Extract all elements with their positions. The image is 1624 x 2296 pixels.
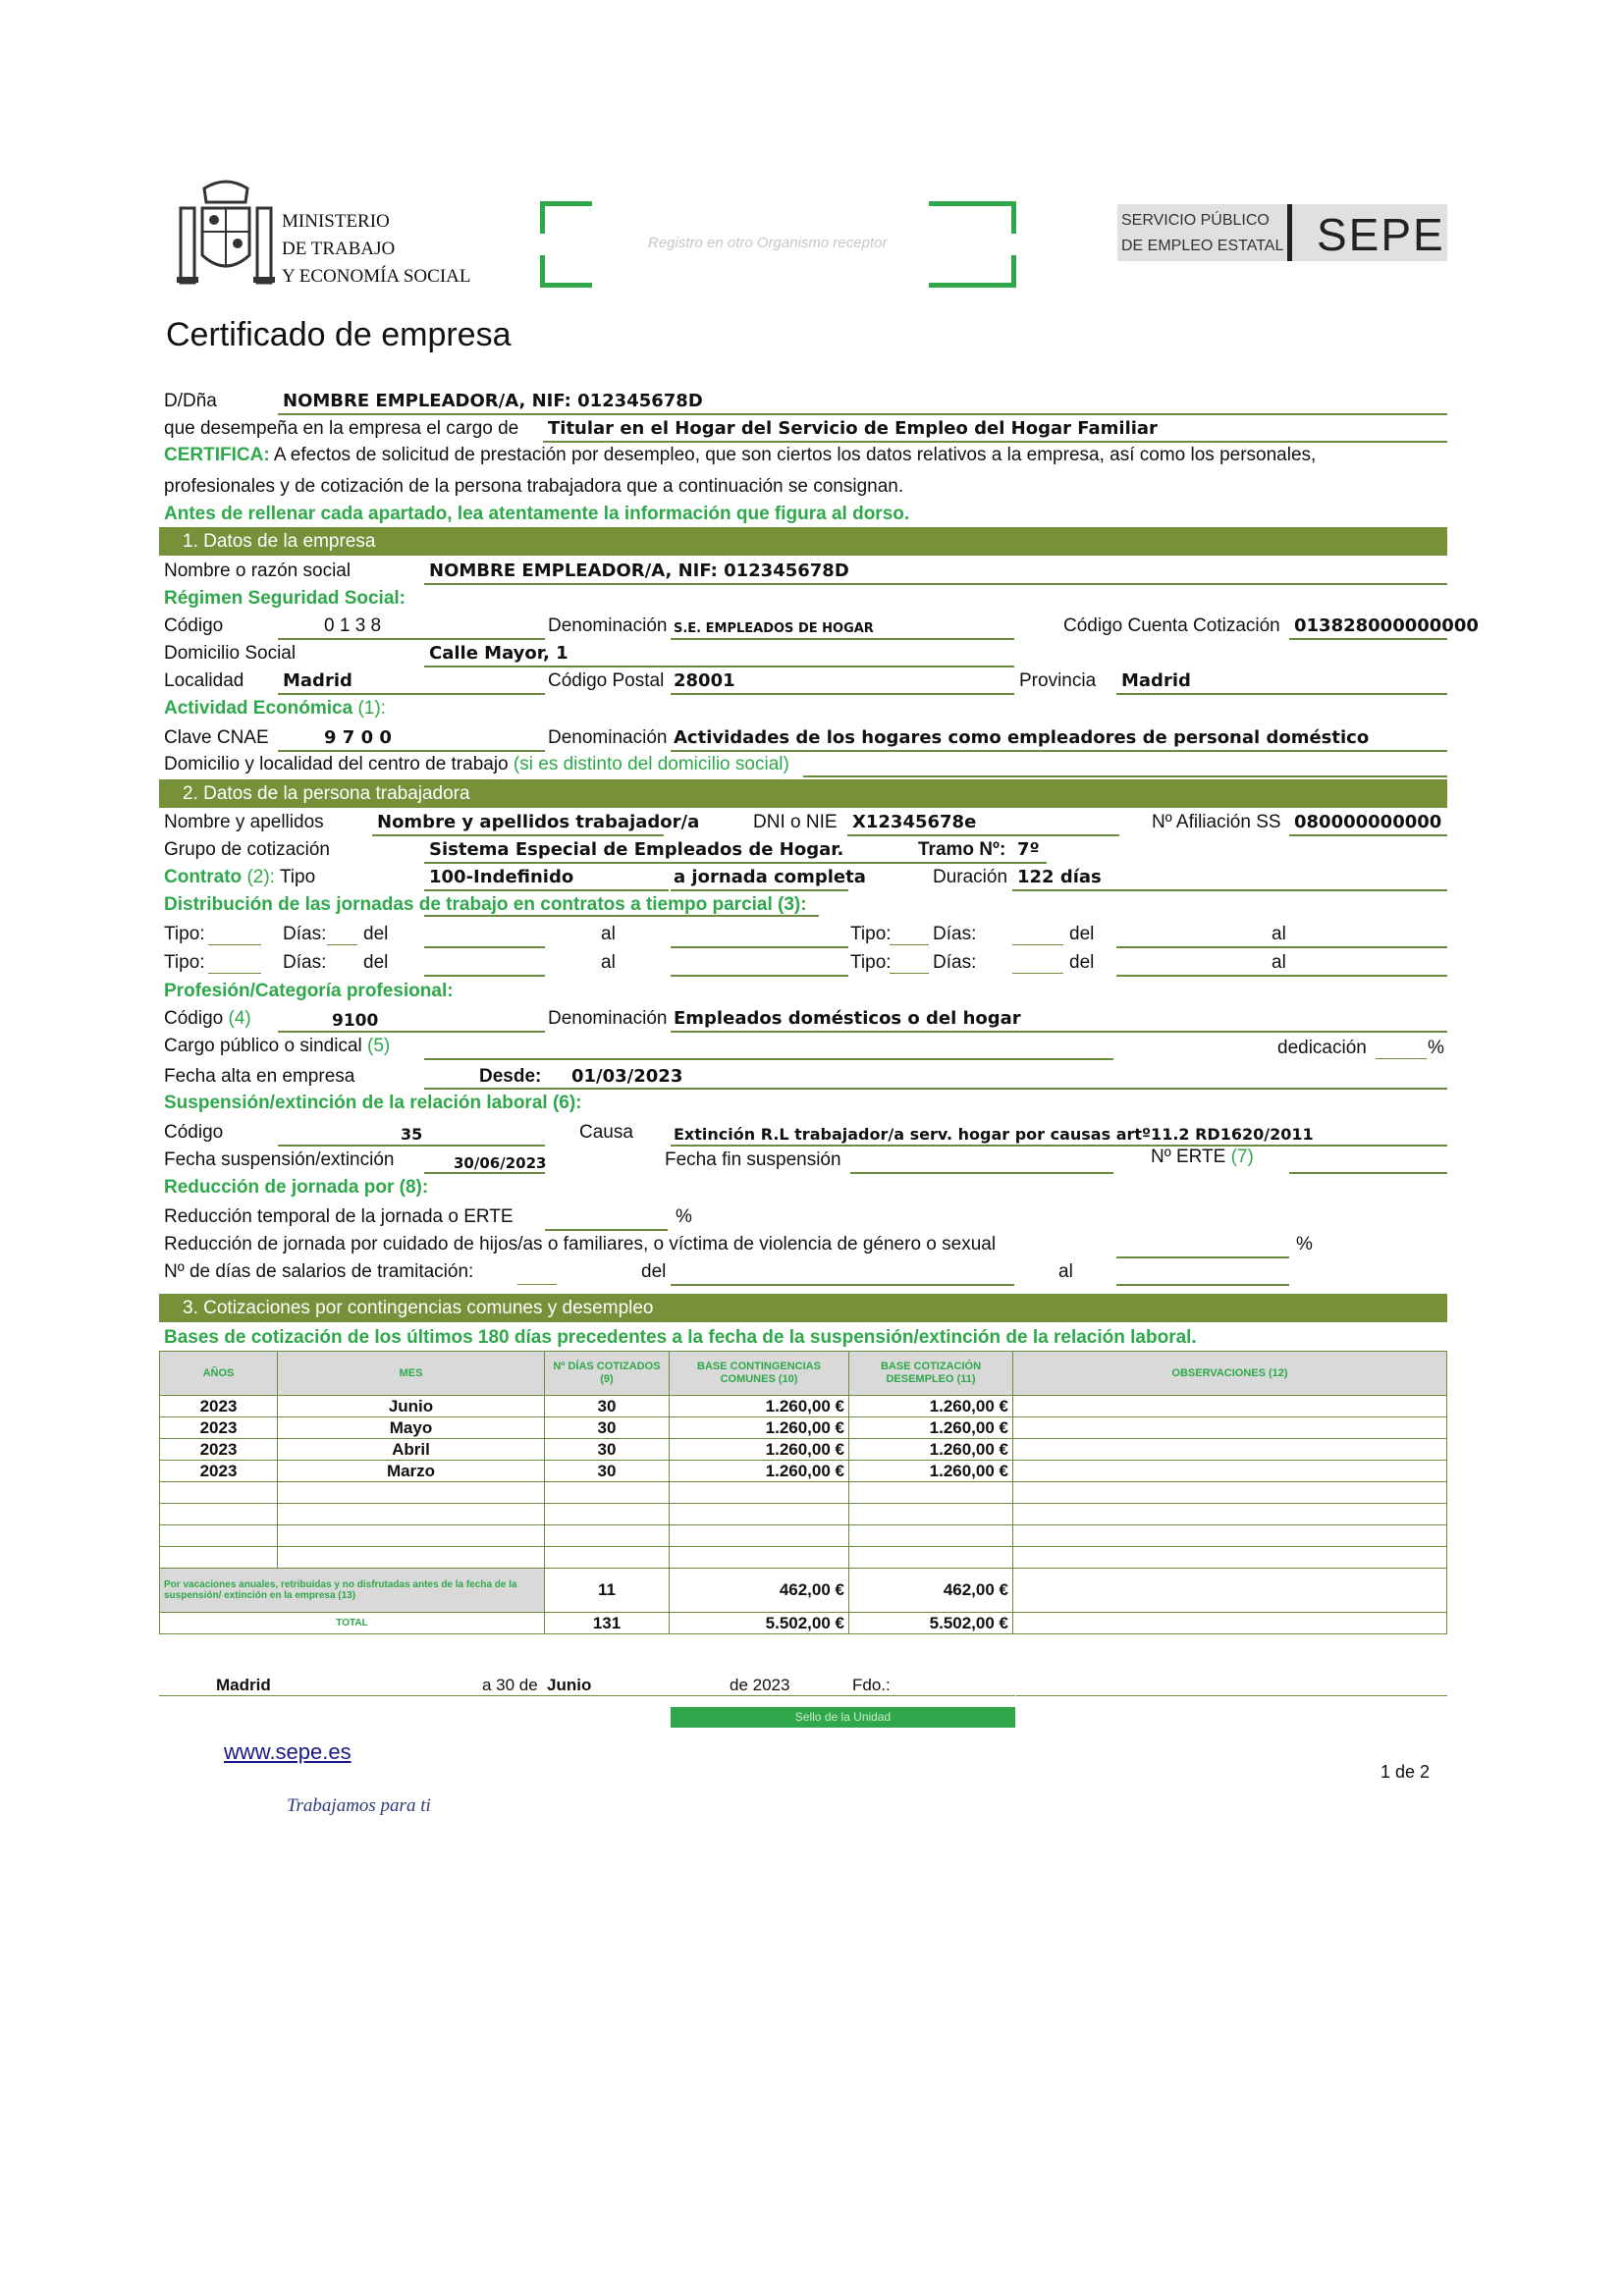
- erte-ref: (7): [1230, 1147, 1254, 1167]
- table-row-empty: [160, 1504, 1447, 1525]
- cell-empty[interactable]: [670, 1547, 849, 1569]
- cnae-den-label: Denominación: [548, 727, 668, 748]
- cell-empty[interactable]: [1013, 1547, 1447, 1569]
- nombre-label: Nombre o razón social: [164, 561, 352, 581]
- susp-codigo-label: Código: [164, 1122, 224, 1143]
- cotizaciones-table: [159, 1351, 1447, 1634]
- cnae-value[interactable]: 9 7 0 0: [324, 727, 392, 748]
- total-dias[interactable]: 131: [545, 1613, 670, 1634]
- causa-value[interactable]: Extinción R.L trabajador/a serv. hogar por causas artº11.2 RD1620/2011: [674, 1125, 1314, 1144]
- tipo-short-4: Tipo:: [850, 952, 892, 973]
- afiliacion-label: Nº Afiliación SS: [1152, 812, 1281, 832]
- total-label: TOTAL: [160, 1613, 545, 1634]
- contrato-heading: [164, 867, 315, 888]
- cell-base-des[interactable]: 1.260,00 €: [849, 1439, 1013, 1461]
- del-label-3: del: [363, 952, 389, 973]
- cp-label: Código Postal: [548, 670, 665, 691]
- red-cuidado-pct: %: [1296, 1234, 1313, 1255]
- del-label-4: del: [1069, 952, 1095, 973]
- localidad-value[interactable]: Madrid: [283, 670, 352, 691]
- ccc-value[interactable]: 013828000000000: [1294, 615, 1479, 636]
- certifica-label: CERTIFICA:: [164, 445, 270, 465]
- slogan: Trabajamos para ti: [287, 1795, 431, 1816]
- cell-base-des[interactable]: 1.260,00 €: [849, 1396, 1013, 1417]
- fecha-susp-label: Fecha suspensión/extinción: [164, 1149, 395, 1170]
- cell-dias[interactable]: 30: [545, 1396, 670, 1417]
- col-mes: MES: [278, 1352, 545, 1396]
- contrato-ref: (2):: [246, 867, 275, 887]
- trab-nombre-value[interactable]: Nombre y apellidos trabajador/a: [377, 812, 700, 832]
- dias-short-3: Días:: [283, 952, 327, 973]
- cargo-label: que desempeña en la empresa el cargo de: [164, 418, 519, 439]
- del-label-2: del: [1069, 924, 1095, 944]
- cell-empty[interactable]: [1013, 1482, 1447, 1504]
- cell-empty[interactable]: [160, 1547, 278, 1569]
- fdo-label: Fdo.:: [852, 1676, 891, 1694]
- ministry-crest-icon: [175, 179, 277, 289]
- fecha-susp-value[interactable]: 30/06/2023: [454, 1154, 547, 1172]
- sepe-logo: [1117, 204, 1447, 261]
- denominacion-value[interactable]: S.E. EMPLEADOS DE HOGAR: [674, 621, 874, 636]
- vacaciones-label: Por vacaciones anuales, retribuidas y no disfrutadas antes de la fecha de la suspensión/ extinción en la empresa (13): [160, 1569, 545, 1613]
- cell-dias[interactable]: 30: [545, 1417, 670, 1439]
- cell-empty[interactable]: [160, 1504, 278, 1525]
- al-label-3: al: [601, 952, 616, 973]
- cell-anio[interactable]: 2023: [160, 1461, 278, 1482]
- total-base-des[interactable]: 5.502,00 €: [849, 1613, 1013, 1634]
- tramo-value[interactable]: 7º: [1017, 839, 1040, 860]
- actividad-label: Actividad Económica: [164, 698, 353, 719]
- cotizaciones-subtitle: Bases de cotización de los últimos 180 días precedentes a la fecha de la suspensión/extinción de la relación laboral.: [164, 1327, 1197, 1348]
- cell-empty[interactable]: [545, 1547, 670, 1569]
- domicilio-label: Domicilio Social: [164, 643, 297, 664]
- cell-base-cc[interactable]: 1.260,00 €: [670, 1417, 849, 1439]
- sello-label: Sello de la Unidad: [794, 1710, 892, 1724]
- lugar-value[interactable]: Madrid: [216, 1676, 271, 1694]
- dias-salarios-label: Nº de días de salarios de tramitación:: [164, 1261, 474, 1282]
- cell-empty[interactable]: [278, 1525, 545, 1547]
- sello-box: [671, 1707, 1015, 1728]
- desde-label: Desde:: [479, 1066, 542, 1087]
- tipo-short-3: Tipo:: [164, 952, 205, 973]
- trab-nombre-label: Nombre y apellidos: [164, 812, 324, 832]
- vacaciones-row: [160, 1569, 1447, 1613]
- dias-short-1: Días:: [283, 924, 327, 944]
- section-3-title: 3. Cotizaciones por contingencias comunes y desempleo: [183, 1298, 654, 1318]
- ccc-label: Código Cuenta Cotización: [1063, 615, 1280, 636]
- dedicacion-pct: %: [1428, 1038, 1444, 1058]
- col-observaciones: OBSERVACIONES (12): [1013, 1352, 1447, 1396]
- duracion-value[interactable]: 122 días: [1017, 867, 1102, 887]
- distribucion-label: Distribución de las jornadas de trabajo en contratos a tiempo parcial (3):: [164, 894, 807, 915]
- cell-mes[interactable]: Marzo: [278, 1461, 545, 1482]
- actividad-heading: [164, 698, 386, 720]
- cell-dias[interactable]: 30: [545, 1461, 670, 1482]
- table-row: [160, 1417, 1447, 1439]
- col-base-des: BASE COTIZACIÓN DESEMPLEO (11): [849, 1352, 1013, 1396]
- cargo-publico-line: [164, 1036, 390, 1057]
- profesion-label: Profesión/Categoría profesional:: [164, 981, 454, 1001]
- al2-label: al: [1058, 1261, 1073, 1282]
- table-row: [160, 1461, 1447, 1482]
- dedicacion-label: dedicación: [1277, 1038, 1367, 1058]
- cell-empty[interactable]: [278, 1547, 545, 1569]
- col-dias: Nº DÍAS COTIZADOS (9): [545, 1352, 670, 1396]
- cell-empty[interactable]: [160, 1482, 278, 1504]
- codigo-value[interactable]: 0 1 3 8: [324, 615, 382, 636]
- ministry-name: [282, 208, 470, 291]
- ministry-line-1: MINISTERIO: [282, 211, 390, 232]
- al-label-2: al: [1272, 924, 1286, 944]
- tipo-short-1: Tipo:: [164, 924, 205, 944]
- vac-base-des[interactable]: 462,00 €: [849, 1569, 1013, 1613]
- erte-label: Nº ERTE: [1151, 1147, 1226, 1167]
- sepe-logo-text: SEPE: [1317, 209, 1445, 260]
- cell-empty[interactable]: [545, 1482, 670, 1504]
- red-cuidado-label: Reducción de jornada por cuidado de hijos/as o familiares, o víctima de violencia de género o sexual: [164, 1234, 997, 1255]
- cell-empty[interactable]: [160, 1525, 278, 1547]
- vac-dias[interactable]: 11: [545, 1569, 670, 1613]
- vac-obs[interactable]: [1013, 1569, 1447, 1613]
- dias-short-4: Días:: [933, 952, 977, 973]
- sepe-line-1: SERVICIO PÚBLICO: [1121, 212, 1270, 229]
- al-label-1: al: [601, 924, 616, 944]
- cell-anio[interactable]: 2023: [160, 1417, 278, 1439]
- fin-susp-label: Fecha fin suspensión: [665, 1149, 841, 1170]
- cargo-publico-ref: (5): [367, 1036, 391, 1056]
- section-1-header: [159, 527, 1447, 556]
- section-2-title: 2. Datos de la persona trabajadora: [183, 783, 470, 804]
- grupo-value[interactable]: Sistema Especial de Empleados de Hogar.: [429, 839, 844, 860]
- cell-empty[interactable]: [1013, 1504, 1447, 1525]
- fecha-de-label: de 2023: [730, 1676, 790, 1694]
- tramo-label: Tramo Nº:: [918, 839, 1006, 860]
- col-base-cc: BASE CONTINGENCIAS COMUNES (10): [670, 1352, 849, 1396]
- table-row-empty: [160, 1482, 1447, 1504]
- cell-anio[interactable]: 2023: [160, 1439, 278, 1461]
- certifica-text-1: A efectos de solicitud de prestación por desempleo, que son ciertos los datos relativos a la empresa, así como los personales,: [273, 445, 1317, 465]
- susp-codigo-value[interactable]: 35: [401, 1125, 423, 1144]
- cell-mes[interactable]: Abril: [278, 1439, 545, 1461]
- centro-note: (si es distinto del domicilio social): [513, 754, 789, 774]
- cell-empty[interactable]: [670, 1482, 849, 1504]
- dni-label: DNI o NIE: [753, 812, 838, 832]
- prof-den-label: Denominación: [548, 1008, 668, 1029]
- localidad-label: Localidad: [164, 670, 244, 691]
- ministry-line-3: Y ECONOMÍA SOCIAL: [282, 266, 471, 287]
- cp-value[interactable]: 28001: [674, 670, 735, 691]
- warning-text: Antes de rellenar cada apartado, lea atentamente la información que figura al dorso.: [164, 504, 910, 524]
- denominacion-label: Denominación: [548, 615, 668, 636]
- grupo-label: Grupo de cotización: [164, 839, 330, 860]
- cell-obs[interactable]: [1013, 1439, 1447, 1461]
- cell-empty[interactable]: [849, 1547, 1013, 1569]
- codigo-label: Código: [164, 615, 224, 636]
- table-row-empty: [160, 1547, 1447, 1569]
- del-label-1: del: [363, 924, 389, 944]
- tipo-label: Tipo: [279, 867, 316, 887]
- cell-empty[interactable]: [849, 1504, 1013, 1525]
- nombre-value[interactable]: NOMBRE EMPLEADOR/A, NIF: 012345678D: [429, 561, 849, 581]
- cell-empty[interactable]: [278, 1504, 545, 1525]
- registro-label: Registro en otro Organismo receptor: [648, 235, 888, 251]
- reduccion-label: Reducción de jornada por (8):: [164, 1177, 429, 1198]
- vac-base-cc[interactable]: 462,00 €: [670, 1569, 849, 1613]
- cell-mes[interactable]: Mayo: [278, 1417, 545, 1439]
- red-temporal-label: Reducción temporal de la jornada o ERTE: [164, 1206, 514, 1227]
- alta-label: Fecha alta en empresa: [164, 1066, 355, 1087]
- cell-empty[interactable]: [278, 1482, 545, 1504]
- cell-mes[interactable]: Junio: [278, 1396, 545, 1417]
- prof-codigo-line: [164, 1008, 251, 1030]
- centro-label: Domicilio y localidad del centro de trabajo: [164, 754, 509, 774]
- cell-empty[interactable]: [670, 1525, 849, 1547]
- certifica-line-1: [164, 445, 1316, 466]
- section-3-header: [159, 1294, 1447, 1322]
- total-row: [160, 1613, 1447, 1634]
- cell-base-cc[interactable]: 1.260,00 €: [670, 1396, 849, 1417]
- duracion-label: Duración: [933, 867, 1008, 887]
- cell-empty[interactable]: [545, 1504, 670, 1525]
- ministry-line-2: DE TRABAJO: [282, 239, 396, 259]
- del2-label: del: [641, 1261, 667, 1282]
- sepe-web-link[interactable]: www.sepe.es: [224, 1739, 352, 1764]
- cell-obs[interactable]: [1013, 1461, 1447, 1482]
- cell-obs[interactable]: [1013, 1396, 1447, 1417]
- contrato-label: Contrato: [164, 867, 243, 887]
- regimen-label: Régimen Seguridad Social:: [164, 588, 406, 609]
- table-header-row: [160, 1352, 1447, 1396]
- cell-empty[interactable]: [670, 1504, 849, 1525]
- prof-codigo-value[interactable]: 9100: [332, 1011, 379, 1031]
- cell-empty[interactable]: [545, 1525, 670, 1547]
- suspension-label: Suspensión/extinción de la relación laboral (6):: [164, 1093, 582, 1113]
- domicilio-value[interactable]: Calle Mayor, 1: [429, 643, 568, 664]
- cell-base-des[interactable]: 1.260,00 €: [849, 1417, 1013, 1439]
- cell-base-cc[interactable]: 1.260,00 €: [670, 1439, 849, 1461]
- cell-base-des[interactable]: 1.260,00 €: [849, 1461, 1013, 1482]
- red-temporal-pct: %: [676, 1206, 692, 1227]
- cnae-den-value[interactable]: Actividades de los hogares como empleadores de personal doméstico: [674, 727, 1370, 748]
- section-1-title: 1. Datos de la empresa: [183, 531, 376, 552]
- section-2-header: [159, 779, 1447, 808]
- sepe-line-2: DE EMPLEO ESTATAL: [1121, 238, 1284, 254]
- dni-value[interactable]: X12345678e: [852, 812, 977, 832]
- registro-box: [540, 201, 1016, 288]
- afiliacion-value[interactable]: 080000000000: [1294, 812, 1442, 832]
- dias-short-2: Días:: [933, 924, 977, 944]
- cnae-label: Clave CNAE: [164, 727, 269, 748]
- jornada-value[interactable]: a jornada completa: [674, 867, 866, 887]
- actividad-ref: (1):: [357, 698, 386, 719]
- desde-value[interactable]: 01/03/2023: [571, 1066, 683, 1087]
- prof-codigo-ref: (4): [228, 1008, 251, 1029]
- centro-line: [164, 754, 789, 775]
- cargo-value[interactable]: Titular en el Hogar del Servicio de Empleo del Hogar Familiar: [548, 418, 1158, 439]
- fecha-a-label: a 30 de: [482, 1676, 538, 1694]
- fecha-mes[interactable]: Junio: [547, 1676, 592, 1694]
- certifica-text-2: profesionales y de cotización de la persona trabajadora que a continuación se consignan.: [164, 476, 904, 497]
- cell-empty[interactable]: [1013, 1525, 1447, 1547]
- dna-value[interactable]: NOMBRE EMPLEADOR/A, NIF: 012345678D: [283, 391, 703, 411]
- cell-base-cc[interactable]: 1.260,00 €: [670, 1461, 849, 1482]
- total-base-cc[interactable]: 5.502,00 €: [670, 1613, 849, 1634]
- causa-label: Causa: [579, 1122, 633, 1143]
- cell-dias[interactable]: 30: [545, 1439, 670, 1461]
- tipo-short-2: Tipo:: [850, 924, 892, 944]
- table-row: [160, 1396, 1447, 1417]
- page-number: 1 de 2: [1380, 1762, 1431, 1782]
- page-title: Certificado de empresa: [166, 316, 512, 353]
- prof-codigo-label: Código: [164, 1008, 224, 1029]
- col-anios: AÑOS: [160, 1352, 278, 1396]
- cell-empty[interactable]: [849, 1482, 1013, 1504]
- cargo-publico-label: Cargo público o sindical: [164, 1036, 362, 1056]
- dna-label: D/Dña: [164, 391, 217, 411]
- cell-empty[interactable]: [849, 1525, 1013, 1547]
- table-row-empty: [160, 1525, 1447, 1547]
- erte-line: [1151, 1147, 1254, 1168]
- cell-obs[interactable]: [1013, 1417, 1447, 1439]
- tipo-value[interactable]: 100-Indefinido: [429, 867, 574, 887]
- prof-den-value[interactable]: Empleados domésticos o del hogar: [674, 1008, 1021, 1029]
- total-obs[interactable]: [1013, 1613, 1447, 1634]
- provincia-value[interactable]: Madrid: [1121, 670, 1191, 691]
- cell-anio[interactable]: 2023: [160, 1396, 278, 1417]
- al-label-4: al: [1272, 952, 1286, 973]
- table-row: [160, 1439, 1447, 1461]
- provincia-label: Provincia: [1019, 670, 1097, 691]
